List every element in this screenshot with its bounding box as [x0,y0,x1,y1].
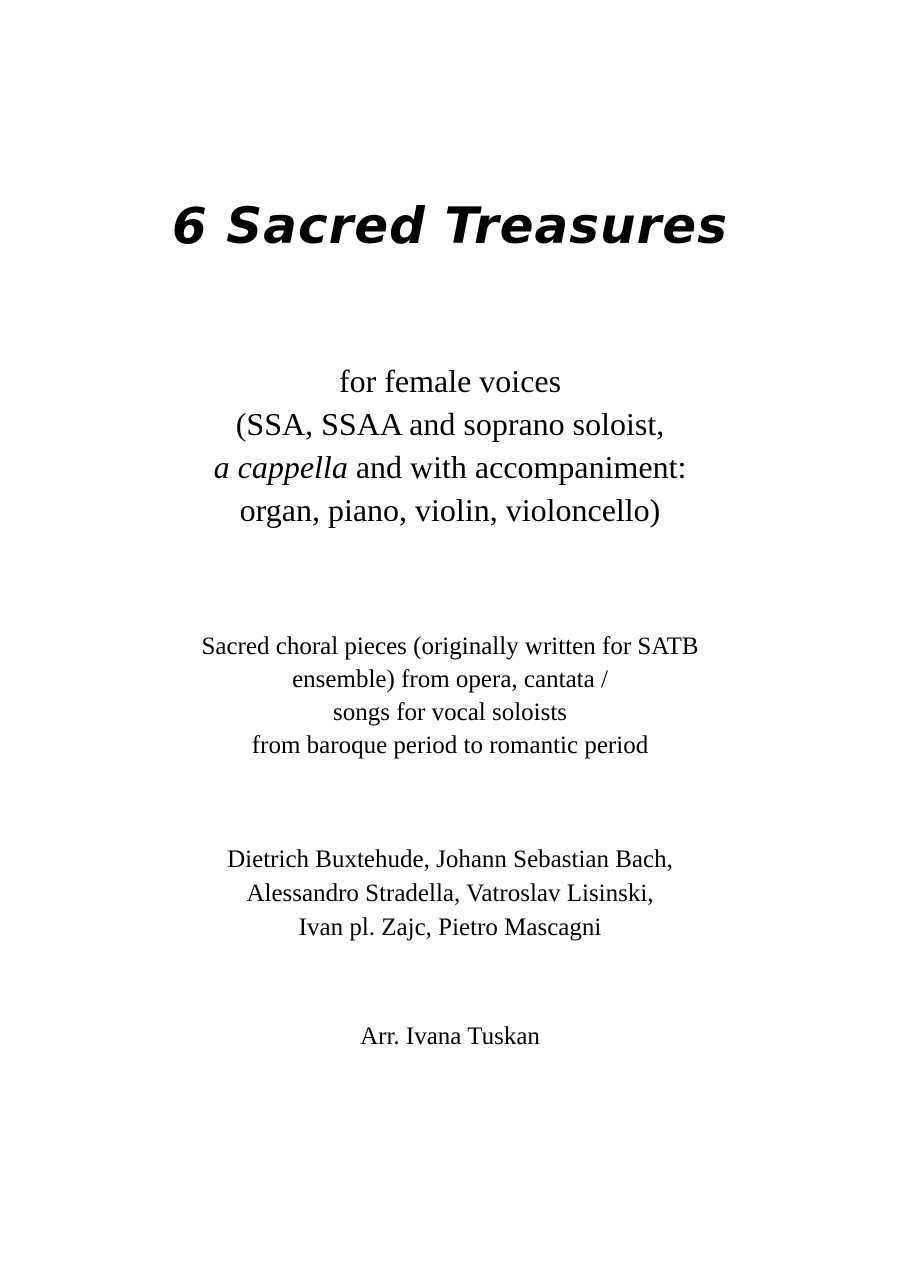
voicing-block [0,360,900,532]
page-title: 6 Sacred Treasures [172,197,728,255]
composers-line-2: Alessandro Stradella, Vatroslav Lisinski, [246,880,654,907]
description-line-4: from baroque period to romantic period [251,732,649,759]
description-block [0,630,900,762]
voicing-line-1: for female voices [338,363,562,399]
a-cappella-text: a cappella [213,449,348,485]
arranger-credit [0,1020,900,1054]
description-line-1: Sacred choral pieces (originally written for SATB [201,633,699,660]
voicing-line-3 [0,446,900,489]
accompaniment-text: and with accompaniment: [347,449,687,485]
composers-line-1: Dietrich Buxtehude, Johann Sebastian Bach, [227,846,673,873]
composers-block [0,843,900,945]
voicing-line-2: (SSA, SSAA and soprano soloist, [235,406,665,442]
composers-line-3: Ivan pl. Zajc, Pietro Mascagni [298,914,602,941]
description-line-3: songs for vocal soloists [332,699,568,726]
arranger-line: Arr. Ivana Tuskan [360,1023,540,1050]
voicing-line-4: organ, piano, violin, violoncello) [239,492,661,528]
description-line-2: ensemble) from opera, cantata / [292,666,608,693]
